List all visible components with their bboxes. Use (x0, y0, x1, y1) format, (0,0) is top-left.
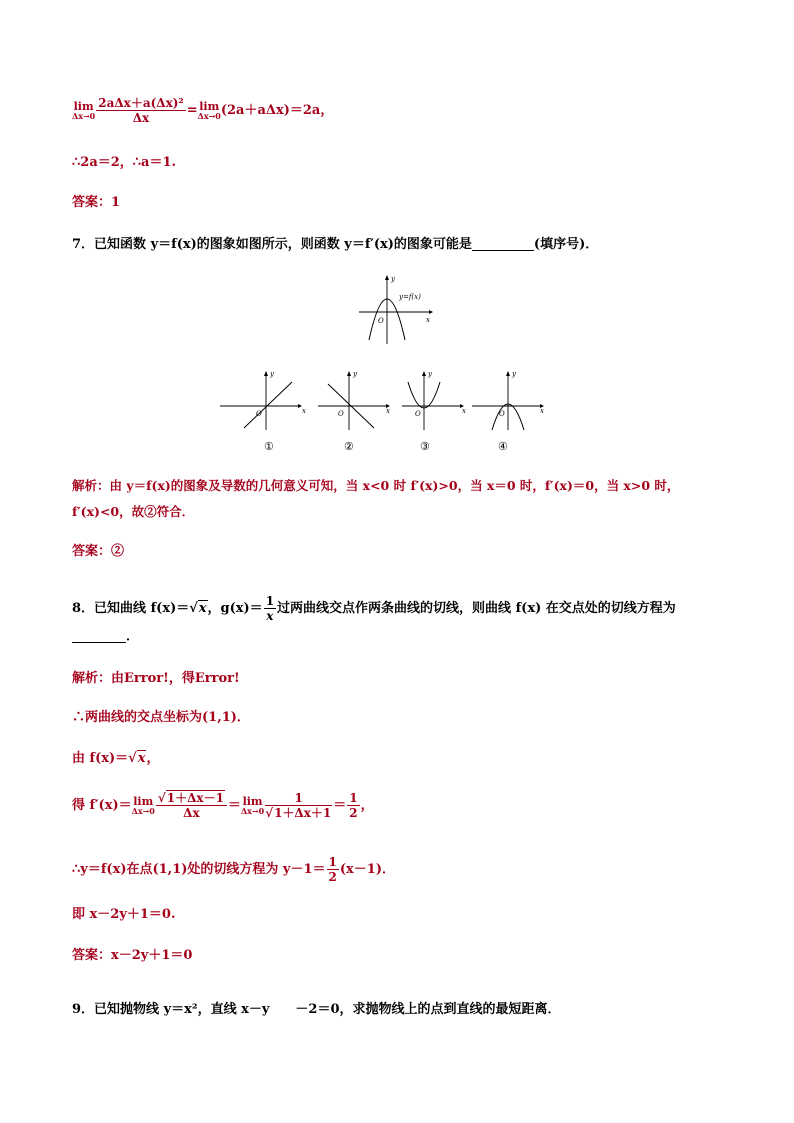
option-label-3: ③ (420, 440, 430, 453)
option-2-graph (318, 370, 390, 430)
question-8-answer: 答案：x－2y＋1＝0 (72, 948, 193, 963)
svg-text:O: O (338, 410, 344, 418)
question-7-stem: 7．已知函数 y＝f(x)的图象如图所示，则函数 y＝f′(x)的图象可能是 (填序号)． (72, 237, 599, 252)
tangent-line: ∴y＝f(x)在点(1,1)处的切线方程为 y－1＝ $\frac{1}{2}$ (x－1)． (72, 855, 395, 884)
question-9-stem: 9．已知抛物线 y＝x²，直线 x－y －2＝0，求抛物线上的点到直线的最短距离． (72, 1002, 561, 1017)
question-8-analysis-3: 由 f(x)＝√x， (72, 751, 160, 766)
svg-text:x: x (302, 407, 306, 415)
svg-text:O: O (499, 410, 505, 418)
svg-text:y: y (428, 370, 432, 378)
question-7-analysis-2: f′(x)<0，故②符合． (72, 504, 195, 519)
svg-text:O: O (256, 410, 262, 418)
simplified-line: 即 x－2y＋1＝0. (72, 907, 176, 922)
axis-x-label: x (426, 316, 430, 324)
svg-text:x: x (462, 407, 466, 415)
answer-blank (72, 628, 126, 643)
figure-f-graph (355, 272, 435, 346)
lim-operator: lim Δx→0 (197, 99, 221, 121)
option-4-graph (472, 370, 544, 430)
lim-operator: lim Δx→0 (72, 99, 96, 121)
option-1-graph (220, 370, 306, 430)
option-3-graph (402, 370, 466, 430)
axis-y-label: y (391, 275, 395, 283)
svg-text:y: y (512, 370, 516, 378)
fraction: $\frac{1}{2}$ (349, 791, 358, 820)
question-8-stem: 8．已知曲线 f(x)＝√x，g(x)＝ $\frac{1}{x}$ 过两曲线交点作两条曲线的切线，则曲线 f(x) 在交点处的切线方程为 (72, 594, 676, 623)
conclusion-line: ∴2a＝2，∴a＝1. (72, 155, 177, 170)
svg-text:x: x (386, 407, 390, 415)
limit-equation: lim Δx→0 $\frac{\text{2aΔx＋a(Δx)²}}{\Delta x}$ = lim Δx→0 (2a＋aΔx)＝2a， (72, 96, 334, 125)
origin-label: O (378, 317, 384, 325)
answer-line: 答案：1 (72, 195, 121, 210)
answer-blank (472, 236, 534, 251)
question-7-answer: 答案：② (72, 544, 125, 559)
curve-label: y=f(x) (399, 293, 421, 301)
fraction: $\frac{1}{√1+\Delta x+1}$ (265, 791, 332, 820)
lim-operator: lim Δx→0 (240, 794, 265, 816)
fraction: $\frac{\text{2aΔx＋a(Δx)²}}{\Delta x}$ (98, 96, 184, 125)
question-8-analysis-1: 解析：由Error!，得Error! (72, 671, 240, 686)
fraction: $\frac{1}{2}$ (328, 855, 337, 884)
option-label-2: ② (344, 440, 354, 453)
question-8-blank-line: ． (72, 628, 139, 646)
svg-text:y: y (353, 370, 357, 378)
svg-text:y: y (270, 370, 274, 378)
question-8-analysis-2: ∴两曲线的交点坐标为(1,1)． (72, 710, 250, 725)
lim-operator: lim Δx→0 (131, 794, 155, 816)
fraction: $\frac{√1+\Delta x-1}{\Delta x}$ (156, 791, 227, 820)
option-figures (218, 368, 548, 454)
svg-text:x: x (540, 407, 544, 415)
svg-text:O: O (415, 410, 421, 418)
question-7-analysis-1: 解析：由 y＝f(x)的图象及导数的几何意义可知，当 x<0 时 f′(x)>0，当 x＝0 时，f′(x)＝0，当 x>0 时， (72, 478, 680, 493)
option-label-1: ① (264, 440, 274, 453)
derivative-line: 得 f′(x)＝ lim Δx→0 $\frac{√1+\Delta x-1}{\Delta x}$ ＝ lim Δx→0 $\frac{1}{√1+\Delta x+1}$ ＝ $\frac{1}{2}$ ， (72, 791, 374, 820)
option-label-4: ④ (498, 440, 508, 453)
fraction: $\frac{1}{x}$ (265, 594, 275, 623)
